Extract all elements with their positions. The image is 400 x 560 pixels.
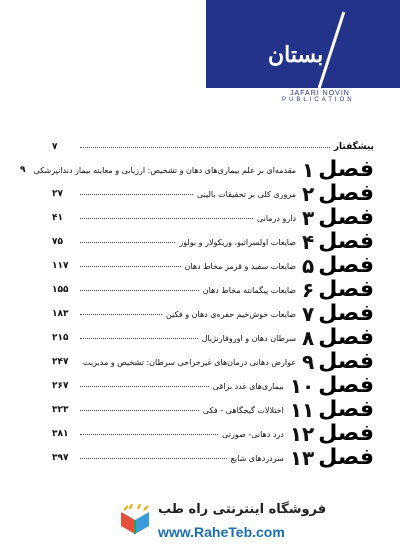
- chapter-label: فصل: [318, 277, 374, 302]
- chapter-label: فصل: [318, 181, 374, 206]
- chapter-title: بیماری‌های غدد بزاقی: [212, 381, 284, 391]
- chapter-page: ۷۵: [52, 237, 63, 247]
- toc-preface[interactable]: [52, 138, 374, 156]
- chapter-label: فصل: [318, 421, 374, 446]
- chapter-number: ۲: [302, 182, 315, 206]
- chapter-label: فصل: [318, 253, 374, 278]
- publisher-name: [282, 90, 355, 103]
- chapter-number: ۹: [302, 350, 315, 374]
- chapter-number: ۱: [302, 158, 315, 182]
- chapter-label: فصل: [318, 445, 374, 470]
- chapter-title: سردردهای شایع: [230, 453, 284, 463]
- dot-leader: [80, 218, 253, 219]
- book-logo-icon: [118, 504, 152, 540]
- preface-title: پیشگفتار: [333, 142, 374, 152]
- chapter-title: درد دهانی- صورتی: [222, 429, 284, 439]
- dot-leader: [80, 266, 181, 267]
- chapter-page: ۲۷: [52, 189, 63, 199]
- footer-watermark: [118, 502, 358, 550]
- chapter-title: ضایعات سفید و قرمز مخاط دهان: [184, 261, 297, 271]
- chapter-title: مروری کلی بر تحقیقات بالینی: [196, 189, 297, 199]
- chapter-label: فصل: [318, 349, 374, 374]
- dot-leader: [80, 410, 199, 411]
- chapter-title: مقدمه‌ای بر علم بیماری‌های دهان و تشخیص: ارزیابی و معاینه بیمار دندانپزشکی: [33, 165, 297, 175]
- chapter-page: ۱۱۷: [52, 261, 69, 271]
- chapter-page: ۲۴۷: [52, 357, 69, 367]
- toc-chapter-row[interactable]: [52, 374, 374, 398]
- dot-leader: [80, 338, 198, 339]
- preface-page: ۷: [52, 142, 58, 152]
- toc-chapter-row[interactable]: [52, 254, 374, 278]
- chapter-title: ضایعات اولسراتیو، وزیکولار و بولوز: [179, 237, 297, 247]
- chapter-list: [19, 157, 374, 470]
- chapter-page: ۱۵۵: [52, 285, 69, 295]
- chapter-number: ۱۱: [289, 398, 315, 422]
- chapter-page: ۱۸۳: [52, 309, 69, 319]
- toc-chapter-row[interactable]: [52, 182, 374, 206]
- toc-chapter-row[interactable]: [52, 446, 374, 470]
- chapter-title: عوارض دهانی درمان‌های غیرجراحی سرطان: تشخیص و مدیریت: [83, 357, 297, 367]
- dot-leader: [80, 242, 175, 243]
- chapter-label: فصل: [318, 397, 374, 422]
- chapter-label: فصل: [318, 157, 374, 182]
- dot-leader: [80, 314, 162, 315]
- toc-chapter-row[interactable]: [52, 302, 374, 326]
- dot-leader: [80, 386, 209, 387]
- chapter-page: ۳۹۷: [52, 453, 69, 463]
- chapter-label: فصل: [318, 301, 374, 326]
- chapter-title: سرطان دهان و اوروفارنژیال: [201, 333, 297, 343]
- toc-chapter-row[interactable]: [52, 230, 374, 254]
- chapter-number: ۸: [302, 326, 315, 350]
- publisher-logo: بستان: [268, 42, 324, 68]
- toc-chapter-row[interactable]: [19, 157, 374, 182]
- chapter-number: ۴: [302, 230, 315, 254]
- chapter-page: ۲۱۵: [52, 333, 69, 343]
- chapter-number: ۷: [302, 302, 315, 326]
- chapter-title: اختلالات گیجگاهی - فکی: [202, 405, 284, 415]
- chapter-page: ۴۱: [52, 213, 63, 223]
- chapter-label: فصل: [318, 325, 374, 350]
- chapter-page: ۲۶۷: [52, 381, 69, 391]
- chapter-number: ۶: [302, 278, 315, 302]
- publisher-name-text: JAFARI NOVIN: [290, 90, 350, 97]
- toc-chapter-row[interactable]: [52, 398, 374, 422]
- dot-leader: [80, 194, 193, 195]
- chapter-number: ۱۲: [289, 422, 315, 446]
- dot-leader: [80, 458, 227, 459]
- publisher-sub-text: PUBLICATION: [282, 97, 355, 103]
- chapter-number: ۵: [302, 254, 315, 278]
- chapter-label: فصل: [318, 373, 374, 398]
- chapter-page: ۳۲۳: [52, 405, 69, 415]
- chapter-number: ۳: [302, 206, 315, 230]
- chapter-title: ضایعات پیگمانته مخاط دهان: [202, 285, 297, 295]
- chapter-label: فصل: [318, 229, 374, 254]
- dot-leader: [80, 290, 199, 291]
- footer-url[interactable]: www.RaheTeb.com: [158, 524, 285, 540]
- footer-brand: فروشگاه اینترنتی راه طب: [158, 502, 327, 517]
- chapter-number: ۱۳: [289, 446, 315, 470]
- toc-chapter-row[interactable]: [52, 206, 374, 230]
- chapter-title: ضایعات خوش‌خیم حفره‌ی دهان و فکین: [165, 309, 297, 319]
- toc-chapter-row[interactable]: [52, 422, 374, 446]
- dot-leader: [80, 434, 218, 435]
- dot-leader: [80, 147, 330, 148]
- table-of-contents: [19, 138, 374, 470]
- chapter-page: ۹: [19, 165, 26, 175]
- toc-chapter-row[interactable]: [52, 278, 374, 302]
- chapter-label: فصل: [318, 205, 374, 230]
- toc-chapter-row[interactable]: [52, 350, 374, 374]
- chapter-number: ۱۰: [289, 374, 315, 398]
- toc-chapter-row[interactable]: [52, 326, 374, 350]
- chapter-title: دارو درمانی: [256, 213, 297, 223]
- chapter-page: ۳۸۱: [52, 429, 69, 439]
